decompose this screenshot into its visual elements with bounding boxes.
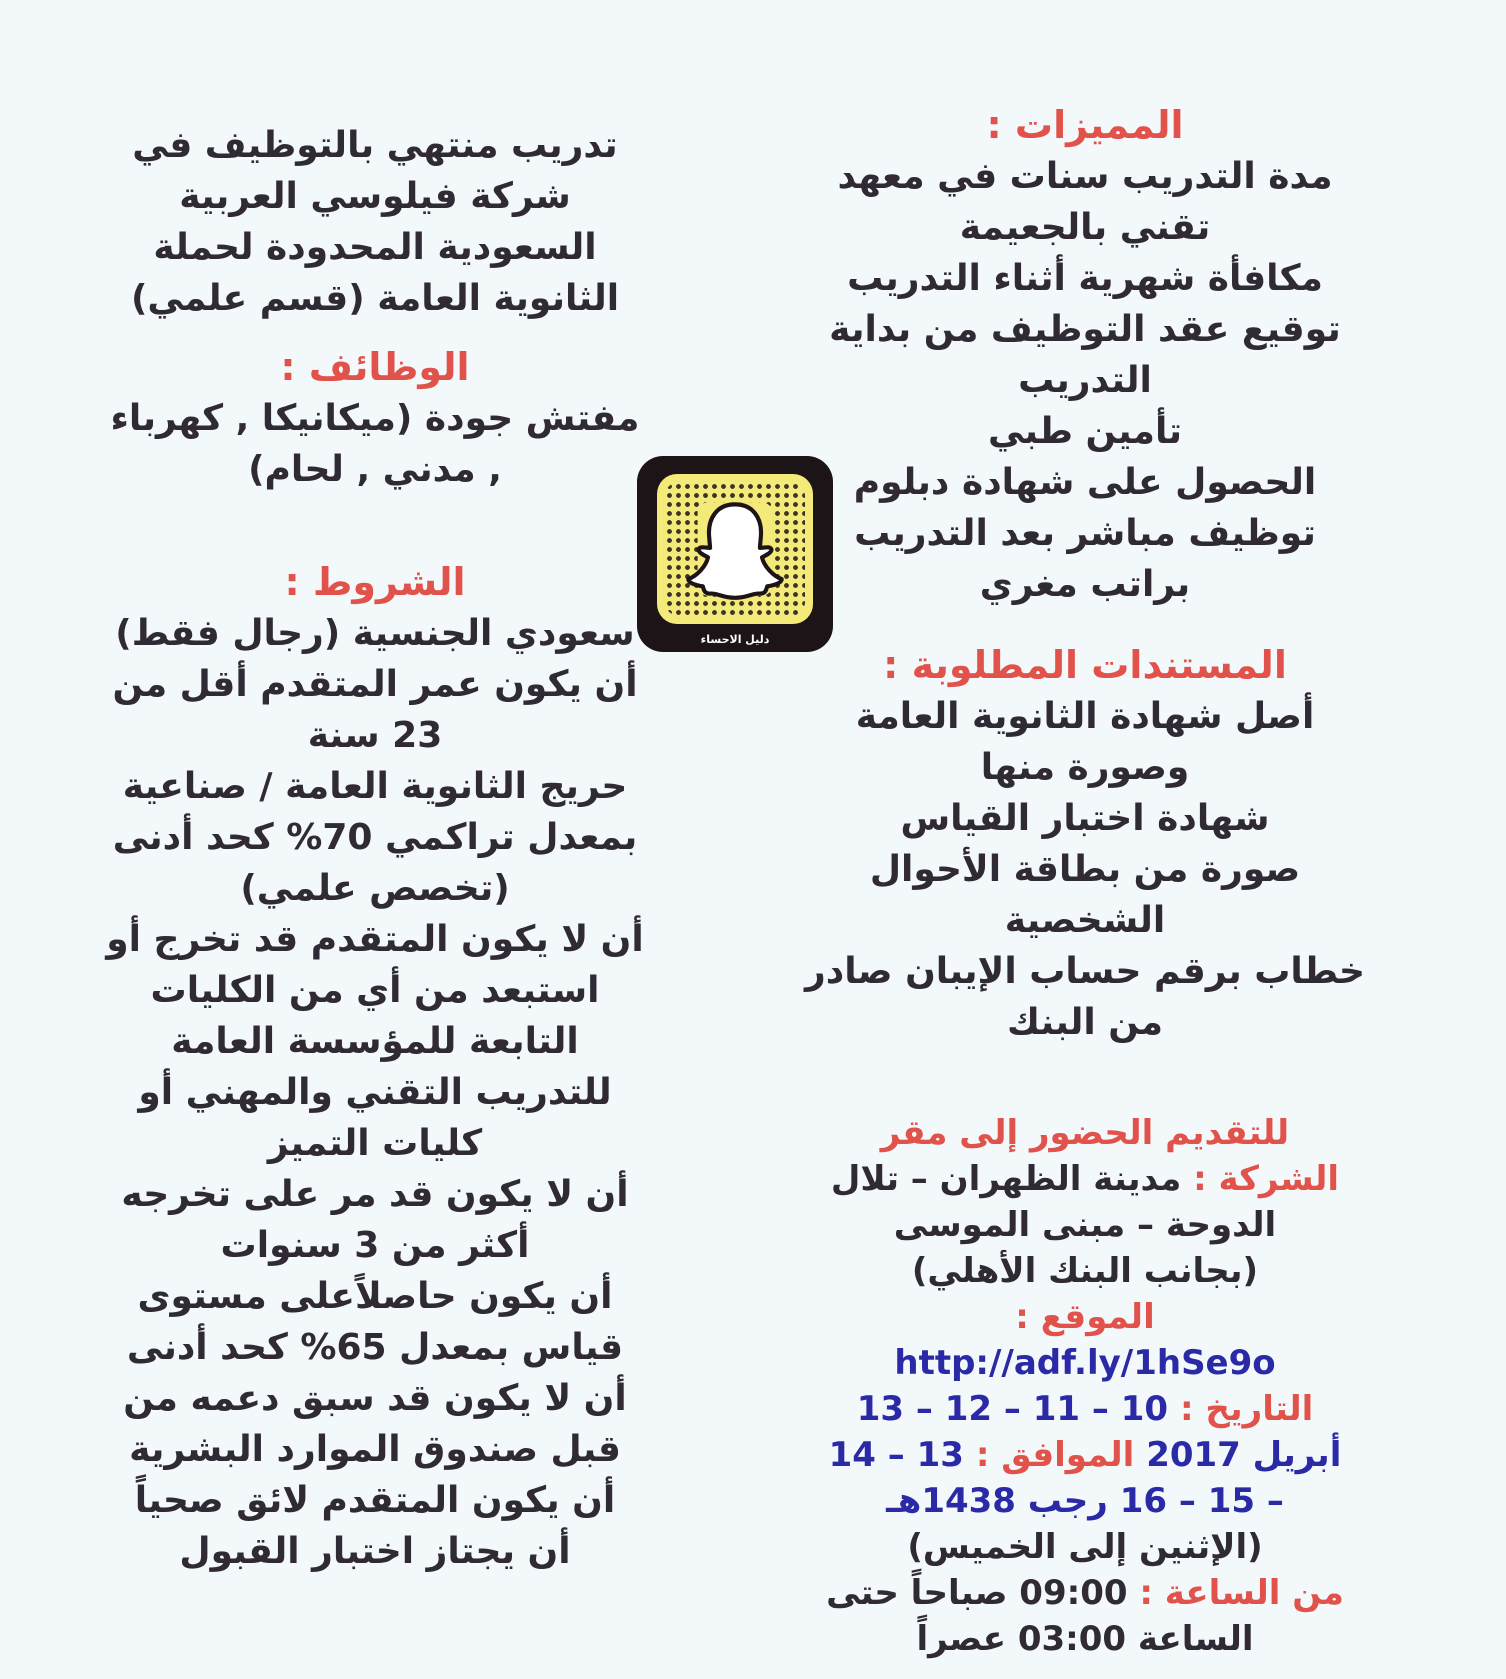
feature-item: الحصول على شهادة دبلوم: [853, 462, 1317, 503]
hijri-label: الموافق :: [975, 1435, 1135, 1475]
feature-item: مدة التدريب سنات في معهد: [837, 156, 1333, 197]
hijri-value: 13 – 14: [828, 1435, 964, 1475]
document-item: صورة من بطاقة الأحوال: [869, 849, 1301, 890]
time-value: 09:00 صباحاً حتى: [826, 1573, 1128, 1613]
condition-item: استبعد من أي من الكليات: [150, 970, 600, 1011]
condition-item: أن يكون حاصلاًعلى مستوى: [137, 1276, 613, 1317]
document-item: خطاب برقم حساب الإيبان صادر: [805, 951, 1365, 992]
right-column: [790, 100, 1380, 1662]
days-line: (الإثنين إلى الخميس): [907, 1527, 1263, 1567]
snapcode-label: دليل الاحساء: [700, 633, 770, 646]
intro-line: شركة فيلوسي العربية: [179, 176, 571, 217]
condition-item: (تخصص علمي): [240, 868, 510, 909]
hijri-line: [790, 1432, 1380, 1478]
snapcode[interactable]: [637, 456, 833, 652]
feature-item: توقيع عقد التوظيف من بداية: [829, 309, 1341, 350]
features-title: المميزات :: [986, 103, 1184, 147]
document-item: الشخصية: [1004, 900, 1166, 941]
document-item: شهادة اختبار القياس: [900, 798, 1270, 839]
snapcode-panel: [657, 474, 813, 624]
ghost-icon: [683, 494, 787, 604]
document-item: من البنك: [1007, 1002, 1163, 1043]
feature-item: مكافأة شهرية أثناء التدريب: [847, 258, 1323, 299]
intro-line: السعودية المحدودة لحملة: [153, 227, 597, 268]
condition-item: قياس بمعدل 65% كحد أدنى: [126, 1327, 624, 1368]
condition-item: للتدريب التقني والمهني أو: [138, 1072, 612, 1113]
date-label: التاريخ :: [1179, 1389, 1314, 1429]
job-item: مفتش جودة (ميكانيكا , كهرباء: [110, 398, 640, 439]
feature-item: تأمين طبي: [988, 411, 1182, 452]
company-address: مدينة الظهران – تلال: [830, 1159, 1182, 1199]
condition-item: التابعة للمؤسسة العامة: [171, 1021, 579, 1062]
jobs-title: الوظائف :: [280, 345, 470, 389]
documents-title: المستندات المطلوبة :: [883, 643, 1287, 687]
time-value-line: الساعة 03:00 عصراً: [916, 1619, 1254, 1659]
company-label: الشركة :: [1193, 1159, 1340, 1199]
time-label: من الساعة :: [1139, 1573, 1344, 1613]
document-item: وصورة منها: [980, 747, 1190, 788]
condition-item: كليات التميز: [267, 1123, 483, 1164]
date-value: 10 – 11 – 12 – 13: [856, 1389, 1169, 1429]
date-line: [790, 1386, 1380, 1432]
feature-item: توظيف مباشر بعد التدريب: [854, 513, 1316, 554]
conditions-title: الشروط :: [284, 560, 466, 604]
condition-item: أن لا يكون المتقدم قد تخرج أو: [106, 919, 644, 960]
company-line: [790, 1156, 1380, 1202]
left-column: [70, 120, 680, 1577]
apply-title: للتقديم الحضور إلى مقر: [880, 1113, 1290, 1153]
condition-item: أكثر من 3 سنوات: [220, 1225, 530, 1266]
condition-item: بمعدل تراكمي 70% كحد أدنى: [112, 817, 638, 858]
feature-item: براتب مغري: [979, 564, 1191, 605]
condition-item: قبل صندوق الموارد البشرية: [129, 1429, 621, 1470]
feature-item: التدريب: [1018, 360, 1152, 401]
condition-item: أن لا يكون قد سبق دعمه من: [123, 1378, 627, 1419]
condition-item: أن يكون المتقدم لائق صحياً: [134, 1480, 616, 1521]
condition-item: 23 سنة: [307, 715, 443, 756]
intro-line: تدريب منتهي بالتوظيف في: [132, 125, 618, 166]
job-item: , مدني , لحام): [248, 449, 502, 490]
hijri-value-line: – 15 – 16 رجب 1438هـ: [886, 1481, 1284, 1521]
time-line: [790, 1570, 1380, 1616]
company-address-line: (بجانب البنك الأهلي): [911, 1251, 1259, 1291]
location-link[interactable]: http://adf.ly/1hSe9o: [894, 1343, 1276, 1383]
feature-item: تقني بالجعيمة: [959, 207, 1211, 248]
document-item: أصل شهادة الثانوية العامة: [855, 696, 1315, 737]
condition-item: أن يكون عمر المتقدم أقل من: [112, 664, 638, 705]
condition-item: حريج الثانوية العامة / صناعية: [122, 766, 628, 807]
company-address-line: الدوحة – مبنى الموسى: [893, 1205, 1277, 1245]
intro-line: الثانوية العامة (قسم علمي): [130, 278, 620, 319]
location-label: الموقع :: [1015, 1297, 1155, 1337]
condition-item: أن يجتاز اختبار القبول: [179, 1531, 571, 1572]
date-month: أبريل 2017: [1146, 1435, 1342, 1475]
condition-item: سعودي الجنسية (رجال فقط): [115, 613, 635, 654]
condition-item: أن لا يكون قد مر على تخرجه: [121, 1174, 629, 1215]
